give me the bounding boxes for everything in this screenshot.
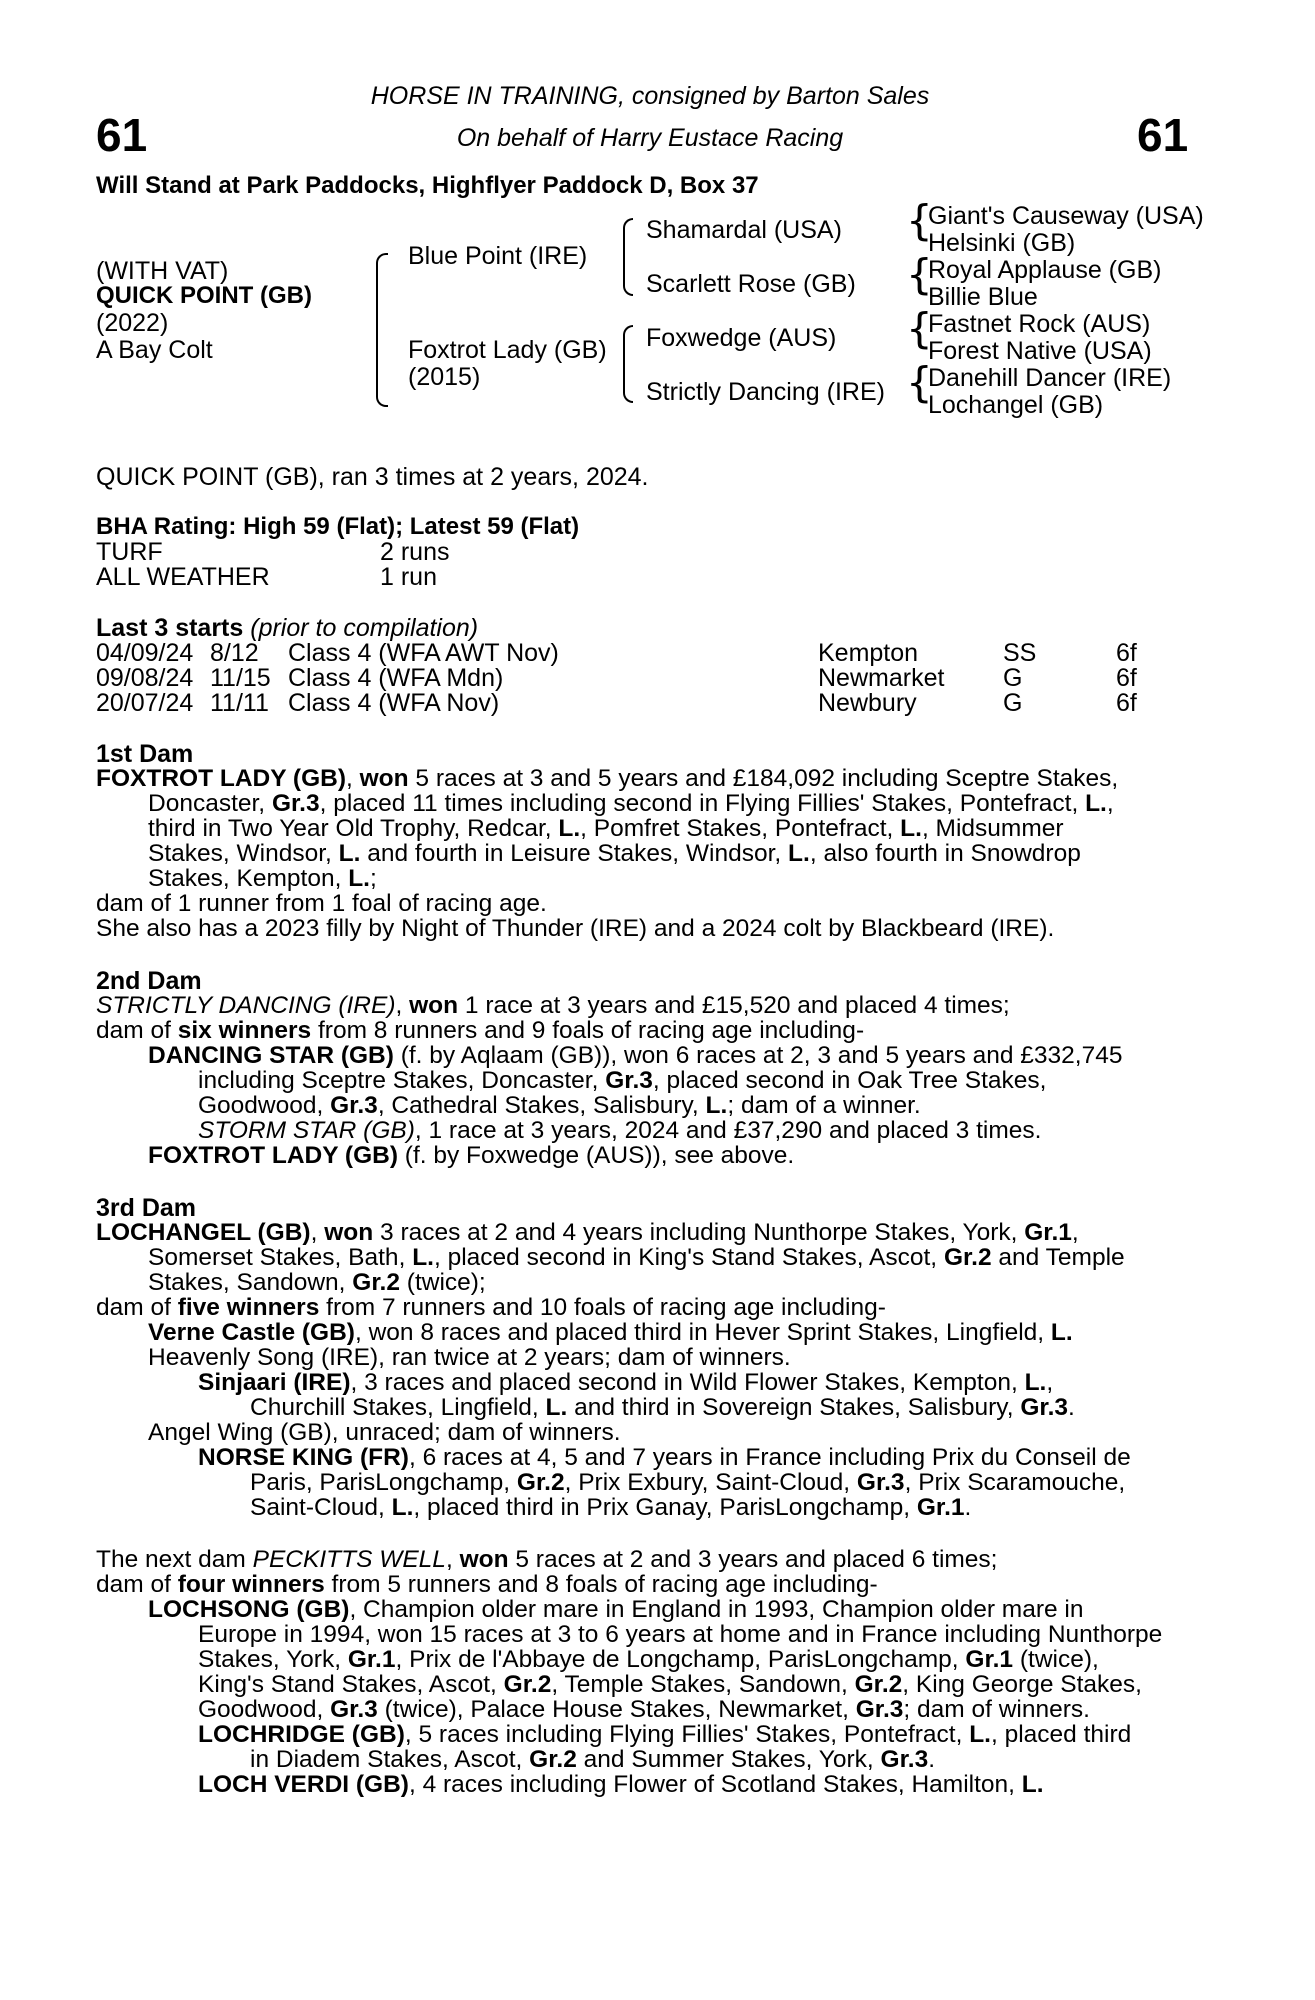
second-dam-heading: 2nd Dam <box>96 967 202 995</box>
grandsire-4: Strictly Dancing (IRE) <box>646 378 885 406</box>
third-dam-line-10: NORSE KING (FR), 6 races at 4, 5 and 7 years in France including Prix du Conseil de <box>198 1444 1131 1471</box>
start-course-1: Kempton <box>818 639 919 667</box>
first-dam-line-5: Stakes, Kempton, L.; <box>148 865 377 892</box>
third-dam-line-5: Verne Castle (GB), won 8 races and placed third in Hever Sprint Stakes, Lingfield, L. <box>148 1319 1073 1346</box>
dam-name: Foxtrot Lady (GB) <box>408 336 607 364</box>
start-pos-3: 11/11 <box>210 689 269 717</box>
first-dam-line-3: third in Two Year Old Trophy, Redcar, L., Pomfret Stakes, Pontefract, L., Midsummer <box>148 815 1064 842</box>
start-dist-2: 6f <box>1116 664 1137 692</box>
grandsire-1: Shamardal (USA) <box>646 216 842 244</box>
start-going-2: G <box>1003 664 1023 692</box>
first-dam-line-7: She also has a 2023 filly by Night of Thunder (IRE) and a 2024 colt by Blackbeard (IRE). <box>96 915 1055 942</box>
start-date-2: 09/08/24 <box>96 664 194 692</box>
next-dam-line-5: Stakes, York, Gr.1, Prix de l'Abbaye de Longchamp, ParisLongchamp, Gr.1 (twice), <box>198 1646 1099 1673</box>
third-dam-line-4: dam of five winners from 7 runners and 10 foals of racing age including- <box>96 1294 886 1321</box>
start-date-1: 04/09/24 <box>96 639 194 667</box>
great-grandparent-8: Lochangel (GB) <box>928 391 1104 419</box>
start-pos-1: 8/12 <box>210 639 259 667</box>
start-dist-1: 6f <box>1116 639 1137 667</box>
third-dam-line-9: Angel Wing (GB), unraced; dam of winners. <box>148 1419 621 1446</box>
start-course-3: Newbury <box>818 689 917 717</box>
first-dam-line-6: dam of 1 runner from 1 foal of racing age. <box>96 890 547 917</box>
grandsire-2: Scarlett Rose (GB) <box>646 270 856 298</box>
third-dam-line-12: Saint-Cloud, L., placed third in Prix Ganay, ParisLongchamp, Gr.1. <box>250 1494 972 1521</box>
grandsire-3: Foxwedge (AUS) <box>646 324 837 352</box>
pedigree-brace-gs4: { <box>906 358 933 407</box>
start-race-2: Class 4 (WFA Mdn) <box>288 664 504 692</box>
first-dam-line-2: Doncaster, Gr.3, placed 11 times including second in Flying Fillies' Stakes, Pontefract, L., <box>148 790 1114 817</box>
great-grandparent-6: Forest Native (USA) <box>928 337 1152 365</box>
pedigree-brace-sire <box>623 218 633 296</box>
next-dam-line-9: in Diadem Stakes, Ascot, Gr.2 and Summer Stakes, York, Gr.3. <box>250 1746 936 1773</box>
great-grandparent-2: Helsinki (GB) <box>928 229 1076 257</box>
second-dam-produce-1-line-3: Goodwood, Gr.3, Cathedral Stakes, Salisbury, L.; dam of a winner. <box>198 1092 921 1119</box>
second-dam-line-1: STRICTLY DANCING (IRE), won 1 race at 3 years and £15,520 and placed 4 times; <box>96 992 1010 1019</box>
start-course-2: Newmarket <box>818 664 945 692</box>
start-pos-2: 11/15 <box>210 664 271 692</box>
stand-location: Will Stand at Park Paddocks, Highflyer Paddock D, Box 37 <box>96 172 759 199</box>
vat-note: (WITH VAT) <box>96 257 229 285</box>
all-weather-value: 1 run <box>380 563 437 591</box>
third-dam-line-11: Paris, ParisLongchamp, Gr.2, Prix Exbury, Saint-Cloud, Gr.3, Prix Scaramouche, <box>250 1469 1126 1496</box>
next-dam-line-8: LOCHRIDGE (GB), 5 races including Flying Fillies' Stakes, Pontefract, L., placed third <box>198 1721 1132 1748</box>
second-dam-produce-1: DANCING STAR (GB) (f. by Aqlaam (GB)), won 6 races at 2, 3 and 5 years and £332,745 <box>148 1042 1123 1069</box>
great-grandparent-7: Danehill Dancer (IRE) <box>928 364 1172 392</box>
third-dam-line-3: Stakes, Sandown, Gr.2 (twice); <box>148 1269 486 1296</box>
sire-name: Blue Point (IRE) <box>408 242 588 270</box>
third-dam-line-8: Churchill Stakes, Lingfield, L. and third in Sovereign Stakes, Salisbury, Gr.3. <box>250 1394 1075 1421</box>
first-dam-line-4: Stakes, Windsor, L. and fourth in Leisure Stakes, Windsor, L., also fourth in Snowdrop <box>148 840 1081 867</box>
great-grandparent-4: Billie Blue <box>928 283 1038 311</box>
third-dam-line-1: LOCHANGEL (GB), won 3 races at 2 and 4 years including Nunthorpe Stakes, York, Gr.1, <box>96 1219 1079 1246</box>
third-dam-line-2: Somerset Stakes, Bath, L., placed second in King's Stand Stakes, Ascot, Gr.2 and Temple <box>148 1244 1125 1271</box>
turf-label: TURF <box>96 538 163 566</box>
second-dam-line-2: dam of six winners from 8 runners and 9 foals of racing age including- <box>96 1017 865 1044</box>
turf-value: 2 runs <box>380 538 450 566</box>
second-dam-grandproduce: STORM STAR (GB), 1 race at 3 years, 2024 and £37,290 and placed 3 times. <box>198 1117 1042 1144</box>
start-race-3: Class 4 (WFA Nov) <box>288 689 500 717</box>
last-starts-note: (prior to compilation) <box>250 614 479 642</box>
next-dam-line-1: The next dam PECKITTS WELL, won 5 races at 2 and 3 years and placed 6 times; <box>96 1546 998 1573</box>
second-dam-produce-2: FOXTROT LADY (GB) (f. by Foxwedge (AUS)), see above. <box>148 1142 795 1169</box>
next-dam-line-7: Goodwood, Gr.3 (twice), Palace House Stakes, Newmarket, Gr.3; dam of winners. <box>198 1696 1090 1723</box>
third-dam-line-7: Sinjaari (IRE), 3 races and placed second in Wild Flower Stakes, Kempton, L., <box>198 1369 1054 1396</box>
horse-description: A Bay Colt <box>96 336 213 364</box>
behalf-line: On behalf of Harry Eustace Racing <box>456 124 844 152</box>
horse-year: (2022) <box>96 309 169 337</box>
pedigree-brace-gs2: { <box>906 250 933 299</box>
consignor-line: HORSE IN TRAINING, consigned by Barton Sales <box>370 82 930 110</box>
all-weather-label: ALL WEATHER <box>96 563 270 591</box>
next-dam-line-3: LOCHSONG (GB), Champion older mare in England in 1993, Champion older mare in <box>148 1596 1084 1623</box>
lot-number-left: 61 <box>96 109 148 161</box>
next-dam-line-6: King's Stand Stakes, Ascot, Gr.2, Temple Stakes, Sandown, Gr.2, King George Stakes, <box>198 1671 1142 1698</box>
next-dam-line-2: dam of four winners from 5 runners and 8 foals of racing age including- <box>96 1571 878 1598</box>
third-dam-heading: 3rd Dam <box>96 1194 197 1222</box>
third-dam-line-6: Heavenly Song (IRE), ran twice at 2 years; dam of winners. <box>148 1344 791 1371</box>
pedigree-brace-gs1: { <box>906 196 933 245</box>
next-dam-line-10: LOCH VERDI (GB), 4 races including Flower of Scotland Stakes, Hamilton, L. <box>198 1771 1044 1798</box>
pedigree-brace-gs3: { <box>906 304 933 353</box>
great-grandparent-3: Royal Applause (GB) <box>928 256 1162 284</box>
last-starts-title: Last 3 starts <box>96 614 244 642</box>
start-date-3: 20/07/24 <box>96 689 194 717</box>
great-grandparent-1: Giant's Causeway (USA) <box>928 202 1204 230</box>
pedigree-brace-dam <box>623 325 633 403</box>
start-going-1: SS <box>1003 639 1037 667</box>
bha-rating: BHA Rating: High 59 (Flat); Latest 59 (Flat) <box>96 513 580 540</box>
race-summary: QUICK POINT (GB), ran 3 times at 2 years, 2024. <box>96 463 649 491</box>
pedigree-brace-main <box>376 253 388 407</box>
great-grandparent-5: Fastnet Rock (AUS) <box>928 310 1151 338</box>
horse-name: QUICK POINT (GB) <box>96 282 312 309</box>
next-dam-line-4: Europe in 1994, won 15 races at 3 to 6 years at home and in France including Nunthorpe <box>198 1621 1163 1648</box>
start-dist-3: 6f <box>1116 689 1137 717</box>
second-dam-produce-1-line-2: including Sceptre Stakes, Doncaster, Gr.3, placed second in Oak Tree Stakes, <box>198 1067 1047 1094</box>
first-dam-heading: 1st Dam <box>96 740 194 768</box>
lot-number-right: 61 <box>1137 109 1189 161</box>
first-dam-line-1: FOXTROT LADY (GB), won 5 races at 3 and 5 years and £184,092 including Sceptre Stakes, <box>96 765 1119 792</box>
start-race-1: Class 4 (WFA AWT Nov) <box>288 639 559 667</box>
dam-year: (2015) <box>408 363 481 391</box>
start-going-3: G <box>1003 689 1023 717</box>
